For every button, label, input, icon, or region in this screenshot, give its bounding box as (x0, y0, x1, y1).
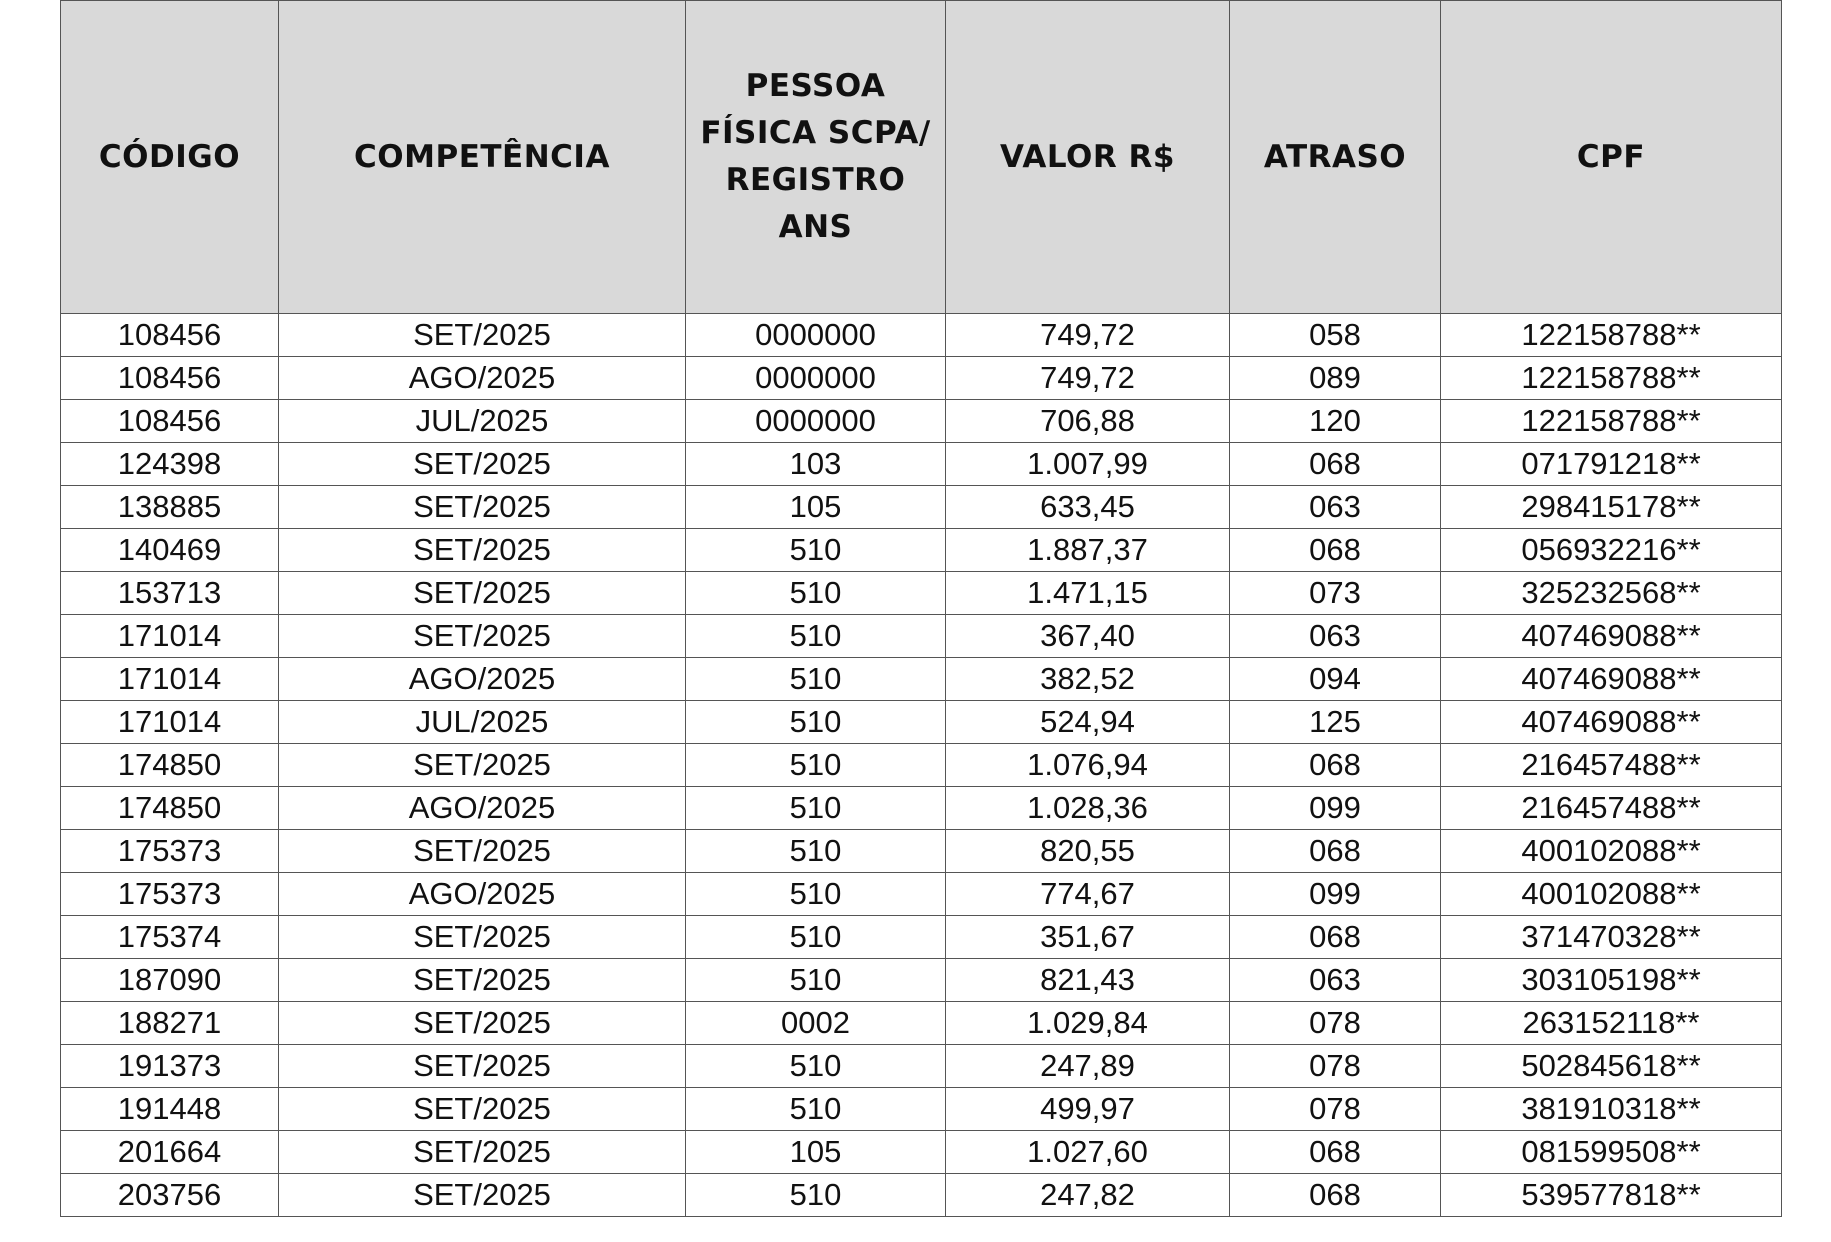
table-row (61, 529, 1782, 572)
cell-valor: 749,72 (946, 314, 1230, 357)
header-pessoa-fisica (686, 1, 946, 314)
cell-codigo: 175373 (61, 873, 279, 916)
cell-atraso: 068 (1230, 443, 1441, 486)
cell-cpf: 539577818** (1441, 1174, 1782, 1217)
cell-pessoa-fisica: 510 (686, 873, 946, 916)
header-atraso-label: ATRASO (1263, 138, 1407, 175)
cell-pessoa-fisica: 105 (686, 1131, 946, 1174)
cell-valor: 1.028,36 (946, 787, 1230, 830)
cell-cpf: 122158788** (1441, 357, 1782, 400)
cell-valor: 774,67 (946, 873, 1230, 916)
cell-atraso: 068 (1230, 744, 1441, 787)
cell-atraso: 078 (1230, 1045, 1441, 1088)
cell-codigo: 175373 (61, 830, 279, 873)
cell-valor: 633,45 (946, 486, 1230, 529)
cell-valor: 1.007,99 (946, 443, 1230, 486)
cell-competencia: SET/2025 (279, 314, 686, 357)
cell-atraso: 120 (1230, 400, 1441, 443)
header-codigo-label: CÓDIGO (98, 138, 241, 175)
cell-codigo: 188271 (61, 1002, 279, 1045)
cell-cpf: 325232568** (1441, 572, 1782, 615)
table-row (61, 357, 1782, 400)
cell-pessoa-fisica: 105 (686, 486, 946, 529)
cell-atraso: 068 (1230, 830, 1441, 873)
table-row (61, 744, 1782, 787)
cell-cpf: 407469088** (1441, 615, 1782, 658)
cell-cpf: 400102088** (1441, 830, 1782, 873)
cell-cpf: 122158788** (1441, 314, 1782, 357)
cell-pessoa-fisica: 510 (686, 701, 946, 744)
cell-valor: 821,43 (946, 959, 1230, 1002)
cell-pessoa-fisica: 0000000 (686, 400, 946, 443)
cell-pessoa-fisica: 510 (686, 830, 946, 873)
cell-cpf: 407469088** (1441, 701, 1782, 744)
cell-codigo: 124398 (61, 443, 279, 486)
cell-atraso: 073 (1230, 572, 1441, 615)
cell-competencia: SET/2025 (279, 1088, 686, 1131)
table-row (61, 959, 1782, 1002)
cell-valor: 820,55 (946, 830, 1230, 873)
cell-atraso: 125 (1230, 701, 1441, 744)
cell-pessoa-fisica: 510 (686, 1088, 946, 1131)
cell-competencia: SET/2025 (279, 1002, 686, 1045)
cell-atraso: 068 (1230, 529, 1441, 572)
cell-codigo: 201664 (61, 1131, 279, 1174)
table-row (61, 873, 1782, 916)
header-competencia-label: COMPETÊNCIA (354, 138, 610, 175)
cell-valor: 524,94 (946, 701, 1230, 744)
table-row (61, 314, 1782, 357)
cell-valor: 499,97 (946, 1088, 1230, 1131)
debt-table-sheet (60, 0, 1781, 1217)
cell-pessoa-fisica: 510 (686, 744, 946, 787)
cell-cpf: 122158788** (1441, 400, 1782, 443)
cell-cpf: 381910318** (1441, 1088, 1782, 1131)
cell-valor: 1.076,94 (946, 744, 1230, 787)
cell-competencia: SET/2025 (279, 529, 686, 572)
cell-codigo: 191373 (61, 1045, 279, 1088)
cell-codigo: 153713 (61, 572, 279, 615)
cell-codigo: 108456 (61, 314, 279, 357)
table-row (61, 701, 1782, 744)
cell-atraso: 063 (1230, 486, 1441, 529)
cell-atraso: 099 (1230, 873, 1441, 916)
cell-valor: 247,89 (946, 1045, 1230, 1088)
cell-competencia: SET/2025 (279, 744, 686, 787)
cell-pessoa-fisica: 0000000 (686, 357, 946, 400)
cell-codigo: 108456 (61, 400, 279, 443)
cell-pessoa-fisica: 510 (686, 1174, 946, 1217)
cell-competencia: AGO/2025 (279, 873, 686, 916)
header-atraso (1230, 1, 1441, 314)
cell-pessoa-fisica: 510 (686, 615, 946, 658)
header-competencia (279, 1, 686, 314)
cell-competencia: SET/2025 (279, 486, 686, 529)
table-row (61, 486, 1782, 529)
cell-competencia: SET/2025 (279, 1174, 686, 1217)
table-row (61, 1002, 1782, 1045)
cell-cpf: 371470328** (1441, 916, 1782, 959)
cell-cpf: 056932216** (1441, 529, 1782, 572)
cell-competencia: SET/2025 (279, 959, 686, 1002)
cell-pessoa-fisica: 510 (686, 658, 946, 701)
cell-atraso: 063 (1230, 615, 1441, 658)
table-header (61, 1, 1782, 314)
cell-atraso: 063 (1230, 959, 1441, 1002)
table-row (61, 1174, 1782, 1217)
cell-competencia: SET/2025 (279, 572, 686, 615)
cell-cpf: 216457488** (1441, 787, 1782, 830)
header-cpf (1441, 1, 1782, 314)
cell-atraso: 068 (1230, 1131, 1441, 1174)
header-valor (946, 1, 1230, 314)
table-row (61, 787, 1782, 830)
cell-cpf: 400102088** (1441, 873, 1782, 916)
cell-cpf: 502845618** (1441, 1045, 1782, 1088)
table-row (61, 1131, 1782, 1174)
header-valor-label: VALOR R$ (1000, 138, 1175, 175)
cell-codigo: 187090 (61, 959, 279, 1002)
table-row (61, 400, 1782, 443)
cell-competencia: AGO/2025 (279, 658, 686, 701)
cell-pessoa-fisica: 510 (686, 572, 946, 615)
cell-codigo: 203756 (61, 1174, 279, 1217)
cell-codigo: 191448 (61, 1088, 279, 1131)
cell-cpf: 303105198** (1441, 959, 1782, 1002)
cell-competencia: SET/2025 (279, 830, 686, 873)
cell-valor: 1.027,60 (946, 1131, 1230, 1174)
table-row (61, 443, 1782, 486)
header-row (61, 1, 1782, 314)
cell-cpf: 081599508** (1441, 1131, 1782, 1174)
header-cpf-label: CPF (1576, 138, 1646, 175)
table-row (61, 830, 1782, 873)
cell-valor: 749,72 (946, 357, 1230, 400)
cell-valor: 382,52 (946, 658, 1230, 701)
table-row (61, 1088, 1782, 1131)
cell-atraso: 089 (1230, 357, 1441, 400)
cell-codigo: 171014 (61, 615, 279, 658)
cell-atraso: 094 (1230, 658, 1441, 701)
cell-competencia: SET/2025 (279, 615, 686, 658)
cell-competencia: SET/2025 (279, 1045, 686, 1088)
header-pessoa-fisica-label: PESSOA FÍSICA SCPA/ REGISTRO ANS (700, 68, 931, 245)
cell-cpf: 263152118** (1441, 1002, 1782, 1045)
header-codigo (61, 1, 279, 314)
cell-valor: 247,82 (946, 1174, 1230, 1217)
cell-pessoa-fisica: 0000000 (686, 314, 946, 357)
cell-atraso: 078 (1230, 1002, 1441, 1045)
cell-valor: 1.471,15 (946, 572, 1230, 615)
table-row (61, 1045, 1782, 1088)
cell-valor: 1.887,37 (946, 529, 1230, 572)
cell-pessoa-fisica: 103 (686, 443, 946, 486)
cell-valor: 351,67 (946, 916, 1230, 959)
cell-atraso: 058 (1230, 314, 1441, 357)
cell-cpf: 298415178** (1441, 486, 1782, 529)
cell-competencia: AGO/2025 (279, 357, 686, 400)
table-body (61, 314, 1782, 1217)
cell-pessoa-fisica: 510 (686, 529, 946, 572)
cell-codigo: 171014 (61, 701, 279, 744)
cell-competencia: SET/2025 (279, 1131, 686, 1174)
cell-codigo: 138885 (61, 486, 279, 529)
table-row (61, 572, 1782, 615)
cell-atraso: 068 (1230, 1174, 1441, 1217)
cell-competencia: SET/2025 (279, 916, 686, 959)
cell-valor: 1.029,84 (946, 1002, 1230, 1045)
table-row (61, 916, 1782, 959)
cell-atraso: 099 (1230, 787, 1441, 830)
cell-codigo: 171014 (61, 658, 279, 701)
cell-codigo: 175374 (61, 916, 279, 959)
cell-pessoa-fisica: 510 (686, 787, 946, 830)
table-row (61, 658, 1782, 701)
cell-cpf: 216457488** (1441, 744, 1782, 787)
debt-table (60, 0, 1782, 1217)
cell-pessoa-fisica: 0002 (686, 1002, 946, 1045)
cell-competencia: JUL/2025 (279, 400, 686, 443)
cell-valor: 367,40 (946, 615, 1230, 658)
cell-codigo: 174850 (61, 787, 279, 830)
cell-competencia: JUL/2025 (279, 701, 686, 744)
cell-atraso: 068 (1230, 916, 1441, 959)
cell-pessoa-fisica: 510 (686, 916, 946, 959)
cell-competencia: SET/2025 (279, 443, 686, 486)
cell-codigo: 140469 (61, 529, 279, 572)
cell-pessoa-fisica: 510 (686, 1045, 946, 1088)
cell-cpf: 071791218** (1441, 443, 1782, 486)
cell-codigo: 174850 (61, 744, 279, 787)
cell-cpf: 407469088** (1441, 658, 1782, 701)
cell-atraso: 078 (1230, 1088, 1441, 1131)
cell-codigo: 108456 (61, 357, 279, 400)
cell-valor: 706,88 (946, 400, 1230, 443)
cell-competencia: AGO/2025 (279, 787, 686, 830)
table-row (61, 615, 1782, 658)
cell-pessoa-fisica: 510 (686, 959, 946, 1002)
